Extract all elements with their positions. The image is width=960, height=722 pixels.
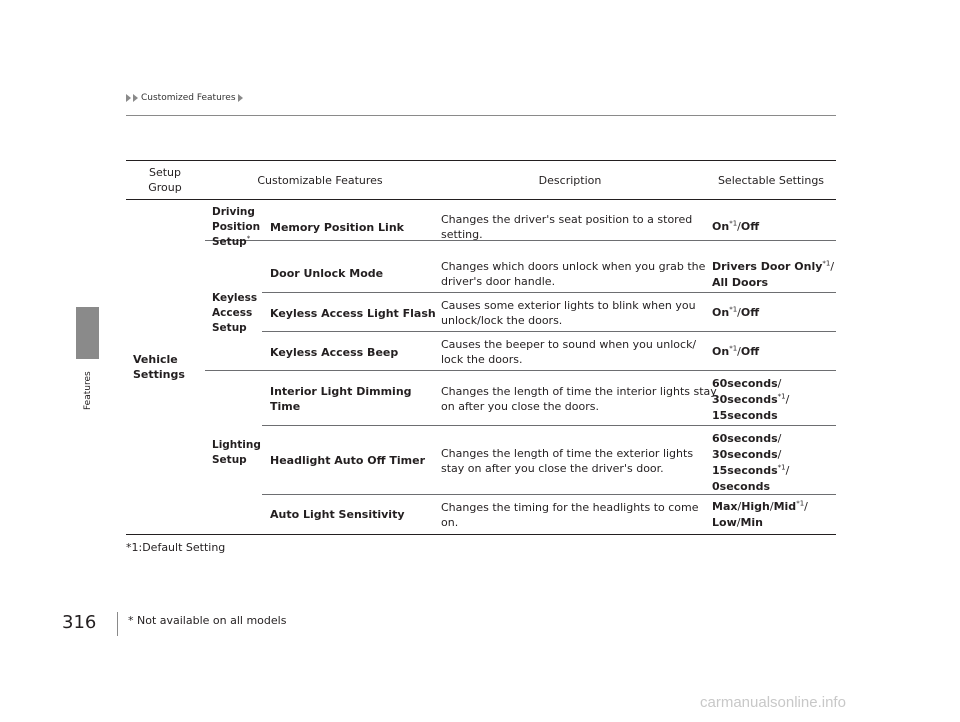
setting-separator: / [737,306,741,319]
setting-option: 30seconds [712,448,778,461]
header-customizable-features: Customizable Features [257,174,383,187]
table-header-rule [126,199,836,200]
setting-separator: / [777,432,782,445]
desc-line: on after you close the doors. [441,400,599,413]
setting-separator: / [785,464,790,477]
row-divider [262,331,836,332]
default-mark: *1 [777,392,786,401]
feature-keyless-access-light-flash: Keyless Access Light Flash [270,307,436,320]
breadcrumb-arrow-icon [126,94,131,102]
not-all-models-mark: * [246,234,251,243]
setting-separator: / [777,377,782,390]
desc-line: Changes which doors unlock when you grab the [441,260,706,273]
desc-line: Changes the timing for the headlights to come [441,501,699,514]
watermark: carmanualsonline.info [700,694,846,711]
default-mark: *1 [777,463,786,472]
settings-keyless-access-light-flash [712,305,759,321]
row-divider [262,292,836,293]
subgroup-line1: Driving [212,206,255,218]
setting-option: On [712,345,730,358]
feature-memory-position-link: Memory Position Link [270,221,404,234]
desc-line: Changes the driver's seat position to a stored [441,213,693,226]
group-vehicle-settings [133,352,185,382]
desc-line: Changes the length of time the exterior lights [441,447,694,460]
default-mark: *1 [822,259,831,268]
setting-separator: / [737,500,742,513]
desc-line: Causes the beeper to sound when you unlock/ [441,338,697,351]
feature-keyless-access-beep: Keyless Access Beep [270,346,399,359]
setting-line [712,463,789,479]
desc-line: on. [441,516,459,529]
setting-option: On [712,220,730,233]
setting-option: Mid [773,500,797,513]
setting-option: Off [740,345,760,358]
description-auto-light-sensitivity [441,500,699,530]
table-top-rule [126,160,836,161]
page-number: 316 [62,612,97,633]
setting-separator: / [736,516,741,529]
setting-separator: / [804,500,808,513]
settings-auto-light-sensitivity [712,499,808,531]
settings-interior-light-dimming-time [712,376,789,424]
setting-option: 15seconds [712,409,778,422]
default-mark: *1 [729,305,738,314]
table-bottom-rule [126,534,836,535]
subgroup-line1: Keyless [212,292,258,304]
subgroup-line1: Lighting [212,439,261,451]
header-selectable-settings: Selectable Settings [717,174,825,187]
header-description: Description [538,174,602,187]
subgroup-line3 [212,235,260,250]
feature-interior-light-dimming-time [270,384,412,414]
desc-line: unlock/lock the doors. [441,314,563,327]
setting-separator: / [737,345,741,358]
row-divider [262,425,836,426]
setting-option: Off [740,220,760,233]
setting-separator: / [785,393,790,406]
settings-keyless-access-beep [712,344,759,360]
setting-option: All Doors [712,276,769,289]
setting-line [712,431,789,447]
subgroup-line2: Position [212,221,261,233]
setting-separator: / [777,448,782,461]
setting-line [712,479,789,495]
description-interior-light-dimming-time [441,384,717,414]
desc-line: stay on after you close the driver's door. [441,462,664,475]
settings-door-unlock-mode [712,259,834,291]
header-rule [126,115,836,116]
default-mark: *1 [796,499,805,508]
setting-option: Drivers Door Only [712,260,823,273]
setting-separator: / [737,220,741,233]
setting-line [712,376,789,392]
feature-line: Time [270,400,301,413]
description-memory-position-link [441,212,692,242]
setting-line [712,515,808,531]
setting-option: High [741,500,770,513]
desc-line: Changes the length of time the interior lights stay [441,385,717,398]
default-mark: *1 [729,344,738,353]
setting-option: 60seconds [712,377,778,390]
setting-line [712,259,834,275]
desc-line: driver's door handle. [441,275,556,288]
subgroup-line2: Setup [212,454,247,466]
setting-option: 60seconds [712,432,778,445]
subgroup-line2: Access [212,307,253,319]
setting-option: 15seconds [712,464,778,477]
feature-auto-light-sensitivity: Auto Light Sensitivity [270,508,405,521]
setting-separator: / [830,260,835,273]
setting-option: 30seconds [712,393,778,406]
setting-line [712,275,834,291]
setting-option: 0seconds [712,480,770,493]
description-keyless-access-beep [441,337,696,367]
header-setup-group [126,165,204,195]
feature-door-unlock-mode: Door Unlock Mode [270,267,384,280]
setting-option: On [712,306,730,319]
row-divider [205,370,836,371]
default-setting-footnote: *1:Default Setting [126,541,226,554]
subgroup-driving-position-setup [212,205,260,250]
subgroup-line3-text: Setup [212,236,247,248]
subgroup-lighting-setup [212,438,261,468]
setting-line [712,392,789,408]
breadcrumb [126,93,245,103]
page-number-divider [117,612,118,636]
desc-line: setting. [441,228,483,241]
setting-line [712,499,808,515]
default-mark: *1 [729,219,738,228]
setting-line [712,447,789,463]
setting-option: Max [712,500,738,513]
setting-line [712,408,789,424]
header-setup-group-line2: Group [148,181,182,194]
settings-headlight-auto-off-timer [712,431,789,495]
chapter-tab-label: Features [83,371,93,410]
group-line1: Vehicle [133,353,178,366]
desc-line: Causes some exterior lights to blink when you [441,299,696,312]
feature-headlight-auto-off-timer: Headlight Auto Off Timer [270,454,425,467]
settings-memory-position-link [712,219,759,235]
subgroup-line3: Setup [212,322,247,334]
setting-option: Off [740,306,760,319]
description-headlight-auto-off-timer [441,446,693,476]
feature-line: Interior Light Dimming [270,385,412,398]
group-line2: Settings [133,368,185,381]
availability-note: * Not available on all models [128,614,287,627]
breadcrumb-section[interactable]: Customized Features [141,93,236,103]
setting-option: Min [740,516,764,529]
header-setup-group-line1: Setup [148,166,182,179]
breadcrumb-arrow-icon [238,94,243,102]
subgroup-keyless-access-setup [212,291,257,336]
description-door-unlock-mode [441,259,705,289]
description-keyless-access-light-flash [441,298,696,328]
setting-option: Low [712,516,737,529]
setting-separator: / [769,500,774,513]
desc-line: lock the doors. [441,353,523,366]
breadcrumb-arrow-icon [133,94,138,102]
